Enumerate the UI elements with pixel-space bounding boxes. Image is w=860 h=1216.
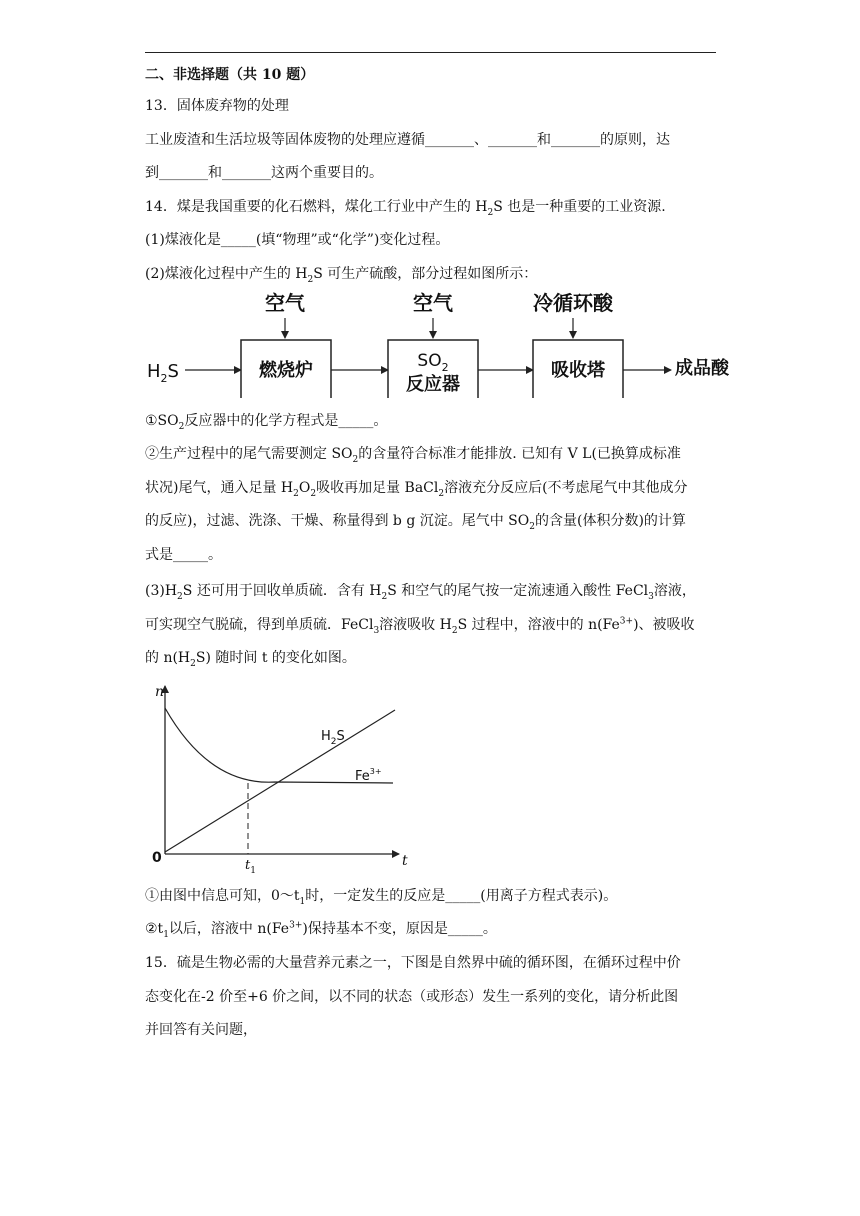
q14-sub2-line4: 式是_____。 <box>145 547 222 563</box>
t1-label: $t_1$ <box>245 858 256 876</box>
header-rule <box>145 52 716 53</box>
fe3-curve-label: $Fe^{3+}$ <box>355 767 382 784</box>
h2s-input-label: $H_2S$ <box>147 361 179 385</box>
y-axis-label: n <box>155 684 165 700</box>
q13-title: 13．固体废弃物的处理 <box>145 98 289 114</box>
q14-part3-line2: 可实现空气脱硫，得到单质硫．FeCl$_3$溶液吸收 $H_2S$ 过程中，溶液中的 $n(Fe^{3+})$、被吸收 <box>145 616 695 636</box>
section-heading: 二、非选择题（共 10 题） <box>145 67 315 83</box>
q14-sub2-line3: 的反应)，过滤、洗涤、干燥、称量得到 b g 沉淀。尾气中 $SO_2$的含量(体积分数)的计算 <box>145 513 686 532</box>
x-axis-label: t <box>402 853 408 869</box>
q14-sub2-line1: ②生产过程中的尾气需要测定 $SO_2$的含量符合标准才能排放. 已知有 V L(已换算成标准 <box>145 446 681 465</box>
air-label-2: 空气 <box>413 291 453 315</box>
product-label: 成品酸 <box>675 358 729 379</box>
q14-result2: $②t_1$以后，溶液中 $n(Fe^{3+})$保持基本不变，原因是_____。 <box>145 920 497 940</box>
origin-label: 0 <box>152 850 162 866</box>
q15-line3: 并回答有关问题， <box>145 1022 257 1038</box>
q14-sub2-line2: 状况)尾气，通入足量 $H_2O_2$吸收再加足量 BaCl$_2$溶液充分反应后(不考虑尾气中其他成分 <box>145 480 688 499</box>
q15-line2: 态变化在-2 价至+6 价之间，以不同的状态（或形态）发生一系列的变化，请分析此图 <box>145 989 679 1005</box>
q14-part1: (1)煤液化是_____(填“物理”或“化学”)变化过程。 <box>145 232 450 248</box>
tower-label: 吸收塔 <box>551 360 605 381</box>
n-vs-t-graph <box>145 680 425 876</box>
q14-part3-line3: 的 $n(H_2S)$ 随时间 t 的变化如图。 <box>145 650 356 669</box>
q15-line1: 15．硫是生物必需的大量营养元素之一，下图是自然界中硫的循环图，在循环过程中价 <box>145 955 681 971</box>
q13-line1: 工业废渣和生活垃圾等固体废物的处理应遵循_______、_______和_______的原则，达 <box>145 132 670 148</box>
q14-result1: ①由图中信息可知，$0\sim t_1$时，一定发生的反应是_____(用离子方程式表示)。 <box>145 888 618 907</box>
q14-sub1: $①SO_2$反应器中的化学方程式是_____。 <box>145 413 388 432</box>
reactor-label-bottom: 反应器 <box>406 374 460 395</box>
q14-part3-line1: $(3)H_2S$ 还可用于回收单质硫．含有 $H_2S$ 和空气的尾气按一定流速通入酸性 FeCl$_3$溶液， <box>145 583 696 602</box>
process-flow-diagram <box>145 286 745 398</box>
cold-acid-label: 冷循环酸 <box>533 291 613 315</box>
air-label-1: 空气 <box>265 291 305 315</box>
reactor-label-top: $SO_2$ <box>417 351 449 374</box>
furnace-label: 燃烧炉 <box>259 360 313 381</box>
h2s-curve-label: $H_2S$ <box>321 729 345 747</box>
q14-part2: (2)煤液化过程中产生的 $H_2S$ 可生产硫酸，部分过程如图所示： <box>145 266 538 285</box>
q13-line2: 到_______和_______这两个重要目的。 <box>145 165 383 181</box>
q14-intro: 14．煤是我国重要的化石燃料，煤化工行业中产生的 $H_2S$ 也是一种重要的工业资源. <box>145 199 666 218</box>
